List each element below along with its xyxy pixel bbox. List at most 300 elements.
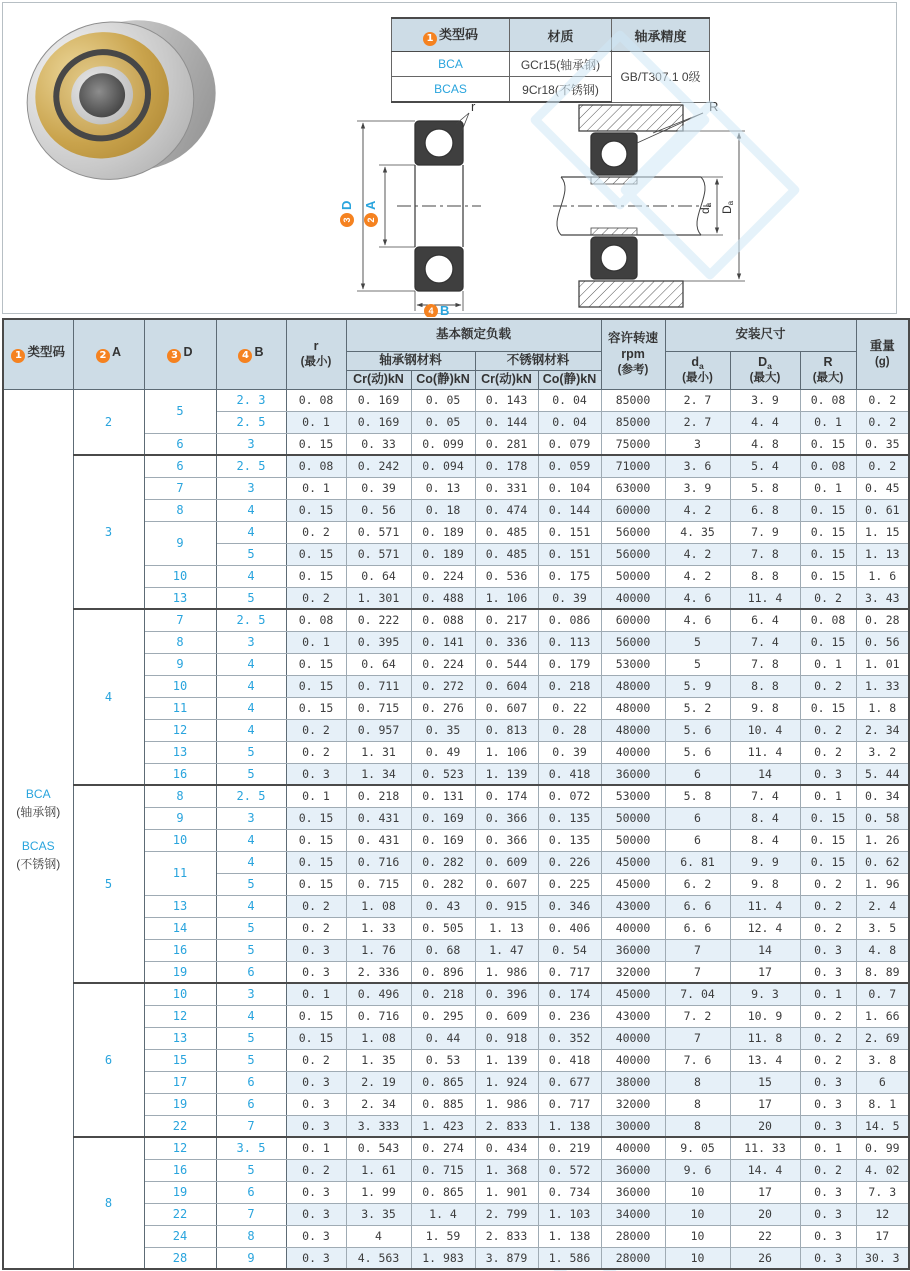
b-value-cell: 4: [216, 895, 286, 917]
co-stainless-cell: 1. 103: [538, 1203, 601, 1225]
R-max-cell: 0. 15: [800, 807, 856, 829]
cr-stainless-cell: 0. 217: [475, 609, 538, 631]
Da-max-cell: 6. 8: [730, 499, 800, 521]
r-min-cell: 0. 3: [286, 1071, 346, 1093]
r-min-cell: 0. 15: [286, 1005, 346, 1027]
da-min-cell: 4. 6: [665, 587, 730, 609]
R-max-cell: 0. 2: [800, 873, 856, 895]
da-min-cell: 10: [665, 1203, 730, 1225]
co-stainless-cell: 0. 104: [538, 477, 601, 499]
co-stainless-cell: 0. 072: [538, 785, 601, 807]
col-header-type-code: 1 类型码: [3, 319, 73, 389]
cr-stainless-cell: 0. 915: [475, 895, 538, 917]
cr-stainless-cell: 1. 106: [475, 741, 538, 763]
da-min-cell: 4. 35: [665, 521, 730, 543]
da-min-cell: 7. 04: [665, 983, 730, 1005]
cr-stainless-cell: 0. 174: [475, 785, 538, 807]
R-max-cell: 0. 15: [800, 829, 856, 851]
cr-steel-cell: 0. 431: [346, 807, 411, 829]
col-header-a: 2 A: [73, 319, 144, 389]
co-stainless-cell: 0. 135: [538, 807, 601, 829]
Da-max-cell: 9. 9: [730, 851, 800, 873]
co-stainless-cell: 0. 175: [538, 565, 601, 587]
Da-max-cell: 17: [730, 961, 800, 983]
col-header-co-static-stainless: Co(静)kN: [538, 370, 601, 389]
Da-max-cell: 5. 4: [730, 455, 800, 477]
cr-steel-cell: 0. 169: [346, 389, 411, 411]
R-max-cell: 0. 08: [800, 389, 856, 411]
da-min-cell: 5: [665, 653, 730, 675]
d-value-cell: 6: [144, 433, 216, 455]
b-value-cell: 3: [216, 433, 286, 455]
b-value-cell: 3: [216, 807, 286, 829]
rpm-cell: 28000: [601, 1225, 665, 1247]
cr-steel-cell: 0. 64: [346, 565, 411, 587]
Da-max-cell: 9. 8: [730, 873, 800, 895]
bearing-spec-table: [2, 318, 910, 1270]
weight-cell: 0. 99: [856, 1137, 909, 1159]
b-value-cell: 5: [216, 1027, 286, 1049]
weight-cell: 0. 45: [856, 477, 909, 499]
type-code-material: (轴承钢): [16, 804, 61, 819]
co-stainless-cell: 0. 677: [538, 1071, 601, 1093]
b-value-cell: 4: [216, 851, 286, 873]
b-value-cell: 2. 5: [216, 455, 286, 477]
d-value-cell: 14: [144, 917, 216, 939]
rpm-cell: 56000: [601, 521, 665, 543]
d-value-cell: 7: [144, 477, 216, 499]
da-min-cell: 6. 6: [665, 895, 730, 917]
Da-max-cell: 9. 8: [730, 697, 800, 719]
b-value-cell: 5: [216, 873, 286, 895]
cr-stainless-cell: 1. 986: [475, 961, 538, 983]
spec-table-header: [3, 319, 909, 389]
r-min-cell: 0. 2: [286, 741, 346, 763]
material-bcas: 9Cr18(不锈钢): [510, 77, 612, 103]
cr-steel-cell: 1. 301: [346, 587, 411, 609]
col-header-R-max: R (最大): [800, 351, 856, 389]
table-row: [3, 1137, 909, 1159]
top-section: [2, 2, 897, 317]
d-value-cell: 10: [144, 983, 216, 1005]
Da-max-cell: 26: [730, 1247, 800, 1269]
cr-steel-cell: 3. 35: [346, 1203, 411, 1225]
cr-stainless-cell: 0. 396: [475, 983, 538, 1005]
cr-steel-cell: 0. 218: [346, 785, 411, 807]
cr-stainless-cell: 0. 607: [475, 697, 538, 719]
da-min-cell: 7: [665, 961, 730, 983]
d-value-cell: 12: [144, 1005, 216, 1027]
rpm-cell: 48000: [601, 719, 665, 741]
Da-max-cell: 20: [730, 1203, 800, 1225]
a-value-cell: 5: [73, 785, 144, 983]
rpm-cell: 50000: [601, 807, 665, 829]
cr-stainless-cell: 2. 833: [475, 1115, 538, 1137]
da-min-cell: 6: [665, 829, 730, 851]
weight-cell: 3. 2: [856, 741, 909, 763]
r-min-cell: 0. 3: [286, 1093, 346, 1115]
type-code-material: (不锈钢): [16, 856, 61, 871]
d-value-cell: 6: [144, 455, 216, 477]
d-value-cell: 8: [144, 631, 216, 653]
r-min-cell: 0. 15: [286, 697, 346, 719]
weight-cell: 4. 02: [856, 1159, 909, 1181]
R-max-cell: 0. 2: [800, 1159, 856, 1181]
co-steel-cell: 0. 282: [411, 873, 475, 895]
r-min-cell: 0. 08: [286, 609, 346, 631]
b-value-cell: 4: [216, 565, 286, 587]
co-steel-cell: 0. 865: [411, 1071, 475, 1093]
b-value-cell: 8: [216, 1225, 286, 1247]
da-min-cell: 3: [665, 433, 730, 455]
R-max-cell: 0. 2: [800, 675, 856, 697]
cr-steel-cell: 0. 571: [346, 543, 411, 565]
cr-steel-cell: 1. 34: [346, 763, 411, 785]
da-min-cell: 2. 7: [665, 411, 730, 433]
co-steel-cell: 1. 983: [411, 1247, 475, 1269]
co-stainless-cell: 0. 151: [538, 543, 601, 565]
R-max-cell: 0. 1: [800, 411, 856, 433]
col-group-stainless-steel: 不锈钢材料: [475, 351, 601, 370]
cr-stainless-cell: 0. 474: [475, 499, 538, 521]
cr-stainless-cell: 0. 366: [475, 829, 538, 851]
d-value-cell: 12: [144, 719, 216, 741]
da-min-cell: 4. 2: [665, 499, 730, 521]
table-row: [3, 609, 909, 631]
r-min-cell: 0. 3: [286, 939, 346, 961]
cr-steel-cell: 0. 242: [346, 455, 411, 477]
co-steel-cell: 0. 18: [411, 499, 475, 521]
co-steel-cell: 0. 274: [411, 1137, 475, 1159]
cr-steel-cell: 0. 431: [346, 829, 411, 851]
b-value-cell: 6: [216, 1071, 286, 1093]
Da-max-cell: 4. 8: [730, 433, 800, 455]
weight-cell: 7. 3: [856, 1181, 909, 1203]
co-stainless-cell: 0. 418: [538, 1049, 601, 1071]
R-max-cell: 0. 15: [800, 543, 856, 565]
d-value-cell: 5: [144, 389, 216, 433]
da-min-cell: 6: [665, 807, 730, 829]
r-min-cell: 0. 1: [286, 631, 346, 653]
weight-cell: 1. 26: [856, 829, 909, 851]
co-steel-cell: 0. 131: [411, 785, 475, 807]
type-row-bca: [392, 52, 710, 77]
cr-stainless-cell: 1. 368: [475, 1159, 538, 1181]
weight-cell: 8. 89: [856, 961, 909, 983]
R-max-cell: 0. 15: [800, 851, 856, 873]
cr-stainless-cell: 1. 47: [475, 939, 538, 961]
r-min-cell: 0. 3: [286, 1203, 346, 1225]
co-stainless-cell: 0. 346: [538, 895, 601, 917]
rpm-cell: 53000: [601, 785, 665, 807]
co-stainless-cell: 0. 352: [538, 1027, 601, 1049]
col-header-cr-dynamic-stainless: Cr(动)kN: [475, 370, 538, 389]
R-max-cell: 0. 1: [800, 785, 856, 807]
weight-cell: 2. 34: [856, 719, 909, 741]
circled-2-badge: 2: [96, 349, 110, 363]
co-stainless-cell: 0. 179: [538, 653, 601, 675]
cr-steel-cell: 1. 33: [346, 917, 411, 939]
cr-steel-cell: 0. 715: [346, 873, 411, 895]
weight-cell: 3. 43: [856, 587, 909, 609]
co-steel-cell: 0. 224: [411, 653, 475, 675]
da-min-cell: 6: [665, 763, 730, 785]
d-value-cell: 8: [144, 785, 216, 807]
co-stainless-cell: 0. 28: [538, 719, 601, 741]
co-steel-cell: 0. 094: [411, 455, 475, 477]
R-max-cell: 0. 15: [800, 521, 856, 543]
cr-steel-cell: 0. 222: [346, 609, 411, 631]
cr-steel-cell: 0. 711: [346, 675, 411, 697]
co-stainless-cell: 0. 059: [538, 455, 601, 477]
rpm-cell: 43000: [601, 895, 665, 917]
R-max-cell: 0. 3: [800, 1247, 856, 1269]
co-steel-cell: 0. 715: [411, 1159, 475, 1181]
weight-cell: 0. 28: [856, 609, 909, 631]
cr-steel-cell: 0. 571: [346, 521, 411, 543]
type-table-header-row: [392, 18, 710, 52]
cr-steel-cell: 4: [346, 1225, 411, 1247]
b-value-cell: 3: [216, 983, 286, 1005]
co-stainless-cell: 0. 236: [538, 1005, 601, 1027]
cr-steel-cell: 0. 33: [346, 433, 411, 455]
rpm-cell: 40000: [601, 917, 665, 939]
cr-steel-cell: 2. 336: [346, 961, 411, 983]
cr-steel-cell: 3. 333: [346, 1115, 411, 1137]
rpm-cell: 48000: [601, 697, 665, 719]
cr-steel-cell: 1. 35: [346, 1049, 411, 1071]
col-header-r-min: r (最小): [286, 319, 346, 389]
da-min-cell: 7: [665, 939, 730, 961]
d-value-cell: 13: [144, 587, 216, 609]
Da-max-cell: 14: [730, 763, 800, 785]
co-stainless-cell: 0. 717: [538, 1093, 601, 1115]
d-value-cell: 16: [144, 939, 216, 961]
col-header-da-min: $d_a$ (最小): [665, 351, 730, 389]
co-stainless-cell: 0. 113: [538, 631, 601, 653]
co-steel-cell: 0. 224: [411, 565, 475, 587]
weight-cell: 8. 1: [856, 1093, 909, 1115]
d-value-cell: 9: [144, 807, 216, 829]
d-value-cell: 24: [144, 1225, 216, 1247]
circled-3-badge: 3: [342, 217, 352, 223]
r-min-cell: 0. 15: [286, 829, 346, 851]
Da-max-cell: 8. 8: [730, 565, 800, 587]
co-stainless-cell: 0. 218: [538, 675, 601, 697]
co-stainless-cell: 0. 572: [538, 1159, 601, 1181]
weight-cell: 0. 56: [856, 631, 909, 653]
R-max-cell: 0. 2: [800, 741, 856, 763]
r-min-cell: 0. 15: [286, 675, 346, 697]
da-min-cell: 5. 6: [665, 741, 730, 763]
da-min-cell: 2. 7: [665, 389, 730, 411]
b-value-cell: 9: [216, 1247, 286, 1269]
da-min-cell: 4. 6: [665, 609, 730, 631]
R-max-cell: 0. 3: [800, 1225, 856, 1247]
cr-stainless-cell: 1. 106: [475, 587, 538, 609]
co-stainless-cell: 0. 22: [538, 697, 601, 719]
rpm-cell: 36000: [601, 1181, 665, 1203]
da-min-cell: 8: [665, 1093, 730, 1115]
R-max-cell: 0. 15: [800, 565, 856, 587]
da-min-cell: 7. 6: [665, 1049, 730, 1071]
co-stainless-cell: 0. 079: [538, 433, 601, 455]
co-stainless-cell: 0. 086: [538, 609, 601, 631]
b-value-cell: 2. 5: [216, 785, 286, 807]
Da-max-cell: 7. 4: [730, 631, 800, 653]
d-value-cell: 17: [144, 1071, 216, 1093]
weight-cell: 2. 69: [856, 1027, 909, 1049]
r-min-cell: 0. 1: [286, 1137, 346, 1159]
rpm-cell: 32000: [601, 961, 665, 983]
rpm-cell: 40000: [601, 1027, 665, 1049]
rpm-cell: 40000: [601, 741, 665, 763]
d-value-cell: 22: [144, 1203, 216, 1225]
col-header-weight: 重量 (g): [856, 319, 909, 389]
co-stainless-cell: 0. 151: [538, 521, 601, 543]
cr-steel-cell: 0. 715: [346, 697, 411, 719]
a-value-cell: 6: [73, 983, 144, 1137]
d-value-cell: 9: [144, 521, 216, 565]
b-value-cell: 5: [216, 587, 286, 609]
weight-cell: 0. 7: [856, 983, 909, 1005]
R-max-cell: 0. 3: [800, 1203, 856, 1225]
cr-steel-cell: 2. 34: [346, 1093, 411, 1115]
cr-steel-cell: 2. 19: [346, 1071, 411, 1093]
r-min-cell: 0. 1: [286, 785, 346, 807]
d-value-cell: 12: [144, 1137, 216, 1159]
Da-max-cell: 6. 4: [730, 609, 800, 631]
cr-steel-cell: 0. 543: [346, 1137, 411, 1159]
b-value-cell: 4: [216, 829, 286, 851]
b-value-cell: 2. 5: [216, 609, 286, 631]
co-stainless-cell: 0. 418: [538, 763, 601, 785]
weight-cell: 1. 96: [856, 873, 909, 895]
co-steel-cell: 0. 272: [411, 675, 475, 697]
type-code-bca: BCA: [392, 52, 510, 77]
rpm-cell: 71000: [601, 455, 665, 477]
cr-stainless-cell: 0. 604: [475, 675, 538, 697]
co-stainless-cell: 1. 586: [538, 1247, 601, 1269]
r-min-cell: 0. 15: [286, 653, 346, 675]
rpm-cell: 56000: [601, 631, 665, 653]
rpm-cell: 36000: [601, 1159, 665, 1181]
da-min-cell: 3. 9: [665, 477, 730, 499]
cr-stainless-cell: 0. 331: [475, 477, 538, 499]
b-value-cell: 5: [216, 543, 286, 565]
r-min-cell: 0. 08: [286, 389, 346, 411]
cr-stainless-cell: 2. 799: [475, 1203, 538, 1225]
d-value-cell: 13: [144, 1027, 216, 1049]
weight-cell: 17: [856, 1225, 909, 1247]
cr-stainless-cell: 0. 544: [475, 653, 538, 675]
b-dimension-label: B: [440, 303, 450, 317]
b-value-cell: 4: [216, 697, 286, 719]
material-bca: GCr15(轴承钢): [510, 52, 612, 77]
Da-max-cell: 8. 4: [730, 829, 800, 851]
bearing-mounted-view-diagram: [553, 105, 745, 307]
d-value-cell: 15: [144, 1049, 216, 1071]
da-min-cell: 8: [665, 1071, 730, 1093]
da-min-cell: 6. 2: [665, 873, 730, 895]
b-value-cell: 5: [216, 1049, 286, 1071]
R-max-cell: 0. 08: [800, 455, 856, 477]
circled-1-badge: 1: [11, 349, 25, 363]
d-value-cell: 16: [144, 763, 216, 785]
a-value-cell: 3: [73, 455, 144, 609]
da-min-cell: 10: [665, 1225, 730, 1247]
co-steel-cell: 0. 885: [411, 1093, 475, 1115]
Da-max-cell: 8. 8: [730, 675, 800, 697]
b-value-cell: 5: [216, 939, 286, 961]
co-stainless-cell: 0. 04: [538, 411, 601, 433]
Da-max-cell: 3. 9: [730, 389, 800, 411]
co-stainless-cell: 0. 174: [538, 983, 601, 1005]
weight-cell: 0. 2: [856, 389, 909, 411]
cr-stainless-cell: 0. 143: [475, 389, 538, 411]
co-stainless-cell: 0. 717: [538, 961, 601, 983]
da-min-cell: 4. 2: [665, 565, 730, 587]
Da-max-cell: 11. 33: [730, 1137, 800, 1159]
co-stainless-cell: 0. 406: [538, 917, 601, 939]
d-value-cell: 11: [144, 851, 216, 895]
rpm-cell: 30000: [601, 1115, 665, 1137]
Da-max-cell: 4. 4: [730, 411, 800, 433]
d-value-cell: 9: [144, 653, 216, 675]
rpm-cell: 85000: [601, 389, 665, 411]
da-min-cell: 5: [665, 631, 730, 653]
weight-cell: 3. 5: [856, 917, 909, 939]
co-steel-cell: 0. 169: [411, 829, 475, 851]
r-min-cell: 0. 15: [286, 565, 346, 587]
r-min-cell: 0. 2: [286, 521, 346, 543]
cr-steel-cell: 0. 716: [346, 1005, 411, 1027]
r-min-cell: 0. 15: [286, 433, 346, 455]
R-max-cell: 0. 15: [800, 433, 856, 455]
co-steel-cell: 0. 49: [411, 741, 475, 763]
cr-stainless-cell: 0. 609: [475, 851, 538, 873]
co-steel-cell: 0. 68: [411, 939, 475, 961]
co-steel-cell: 1. 59: [411, 1225, 475, 1247]
cr-stainless-cell: 0. 607: [475, 873, 538, 895]
weight-cell: 12: [856, 1203, 909, 1225]
rpm-cell: 60000: [601, 609, 665, 631]
table-row: [3, 983, 909, 1005]
r-min-cell: 0. 2: [286, 1049, 346, 1071]
col-group-mounting: 安装尺寸: [665, 319, 856, 351]
R-max-cell: 0. 15: [800, 499, 856, 521]
R-max-cell: 0. 3: [800, 1181, 856, 1203]
table-row: [3, 785, 909, 807]
co-steel-cell: 0. 169: [411, 807, 475, 829]
da-dimension-label: da: [698, 202, 713, 214]
b-value-cell: 3. 5: [216, 1137, 286, 1159]
R-max-cell: 0. 2: [800, 917, 856, 939]
weight-cell: 6: [856, 1071, 909, 1093]
rpm-cell: 60000: [601, 499, 665, 521]
co-steel-cell: 0. 865: [411, 1181, 475, 1203]
Da-max-cell: 11. 4: [730, 587, 800, 609]
weight-cell: 0. 2: [856, 455, 909, 477]
Da-max-cell: 7. 8: [730, 653, 800, 675]
cr-steel-cell: 1. 08: [346, 1027, 411, 1049]
weight-cell: 4. 8: [856, 939, 909, 961]
co-stainless-cell: 0. 39: [538, 587, 601, 609]
Da-max-cell: 14. 4: [730, 1159, 800, 1181]
cr-steel-cell: 1. 31: [346, 741, 411, 763]
r-min-cell: 0. 2: [286, 917, 346, 939]
rpm-cell: 36000: [601, 939, 665, 961]
